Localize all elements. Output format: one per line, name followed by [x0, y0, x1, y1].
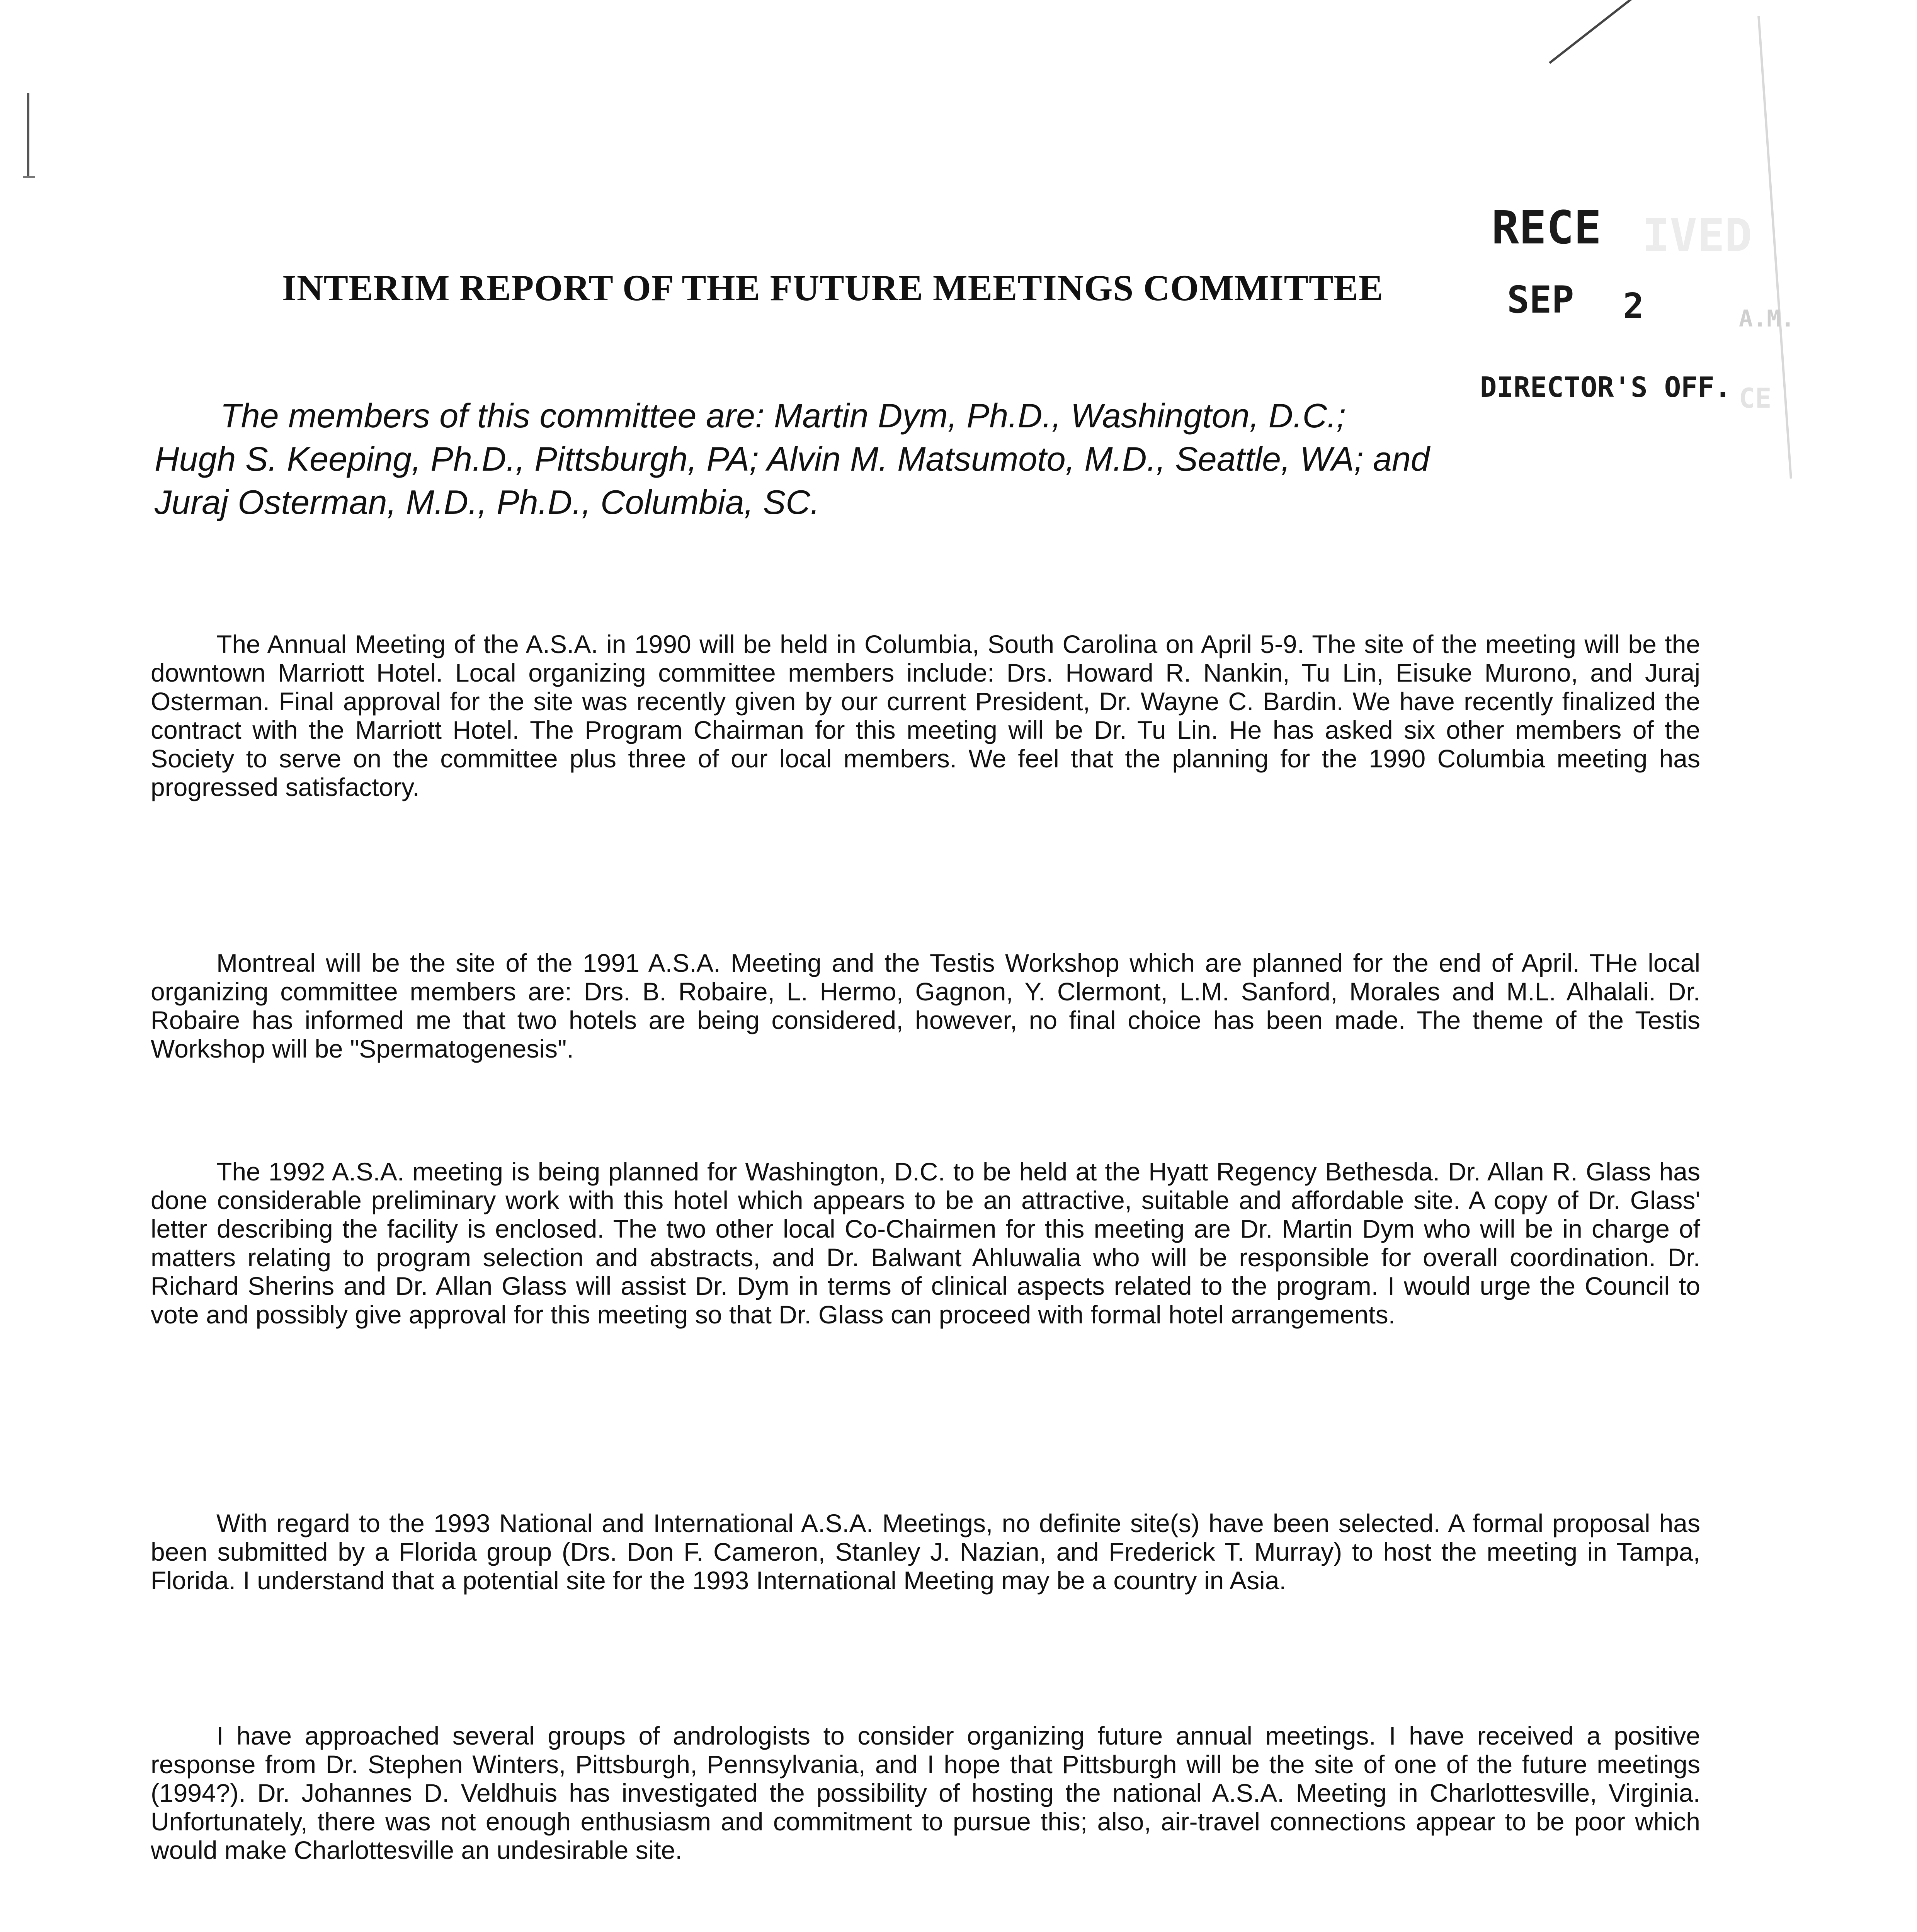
stamp-office-faded: CE — [1739, 383, 1772, 414]
stamp-received-faded: IVED — [1642, 209, 1752, 262]
scan-edge-tick — [23, 176, 35, 178]
stamp-date-day: 2 — [1623, 286, 1644, 327]
paragraph-1992-meeting: The 1992 A.S.A. meeting is being planned for Washington, D.C. to be held at the Hyatt Regency Bethesda. Dr. Allan R. Glass has done considerable preliminary work with this hotel which appears to be an attractive, suitable and affordable site. A copy of Dr. Glass' letter describing the facility is enclosed. The two other local Co-Chairmen for this meeting are Dr. Martin Dym who will be in charge of matters relating to program selection and abstracts, and Dr. Balwant Ahluwalia who will be responsible for overall coordination. Dr. Richard Sherins and Dr. Allan Glass will assist Dr. Dym in terms of clinical aspects related to the program. I would urge the Council to vote and possibly give approval for this meeting so that Dr. Glass can proceed with formal hotel arrangements. — [151, 1157, 1700, 1329]
stamp-ampm: A.M. — [1739, 305, 1795, 332]
members-line: Hugh S. Keeping, Ph.D., Pittsburgh, PA; Alvin M. Matsumoto, M.D., Seattle, WA; and — [155, 440, 1430, 478]
stamp-received-dark: RECE — [1492, 201, 1602, 254]
stamp-office: DIRECTOR'S OFF. — [1480, 371, 1732, 403]
paragraph-1993-meeting: With regard to the 1993 National and International A.S.A. Meetings, no definite site(s) have been selected. A formal proposal has been submitted by a Florida group (Drs. Don F. Cameron, Stanley J. Nazian, and Frederick T. Murray) to host the meeting in Tampa, Florida. I understand that a potential site for the 1993 International Meeting may be a country in Asia. — [151, 1509, 1700, 1595]
members-line: Juraj Osterman, M.D., Ph.D., Columbia, SC. — [155, 483, 820, 521]
members-line: The members of this committee are: Martin Dym, Ph.D., Washington, D.C.; — [220, 396, 1346, 435]
paragraph-future-meetings: I have approached several groups of andrologists to consider organizing future annual meetings. I have received a positive response from Dr. Stephen Winters, Pittsburgh, Pennsylvania, and I hope that Pittsburgh will be the site of one of the future meetings (1994?). Dr. Johannes D. Veldhuis has investigated the possibility of hosting the national A.S.A. Meeting in Charlottesville, Virginia. Unfortunately, there was not enough enthusiasm and commitment to pursue this; also, air-travel connections appear to be poor which would make Charlottesville an undesirable site. — [151, 1721, 1700, 1864]
paragraph-1990-meeting: The Annual Meeting of the A.S.A. in 1990 will be held in Columbia, South Carolina on April 5-9. The site of the meeting will be the downtown Marriott Hotel. Local organizing committee members include: Drs. Howard R. Nankin, Tu Lin, Eisuke Murono, and Juraj Osterman. Final approval for the site was recently given by our current President, Dr. Wayne C. Bardin. We have recently finalized the contract with the Marriott Hotel. The Program Chairman for this meeting will be Dr. Tu Lin. He has asked six other members of the Society to serve on the committee plus three of our local members. We feel that the planning for the 1990 Columbia meeting has progressed satisfactory. — [151, 630, 1700, 801]
committee-members — [155, 394, 1600, 524]
paragraph-1991-meeting: Montreal will be the site of the 1991 A.S.A. Meeting and the Testis Workshop which are planned for the end of April. THe local organizing committee members are: Drs. B. Robaire, L. Hermo, Gagnon, Y. Clermont, L.M. Sanford, Morales and M.L. Alhalali. Dr. Robaire has informed me that two hotels are being considered, however, no final choice has been made. The theme of the Testis Workshop will be "Spermatogenesis". — [151, 949, 1700, 1063]
stamp-date-month: SEP — [1507, 278, 1574, 321]
folded-corner-line — [1549, 0, 1708, 64]
scan-edge-mark — [27, 93, 29, 178]
report-title: INTERIM REPORT OF THE FUTURE MEETINGS COMMITTEE — [282, 267, 1384, 308]
